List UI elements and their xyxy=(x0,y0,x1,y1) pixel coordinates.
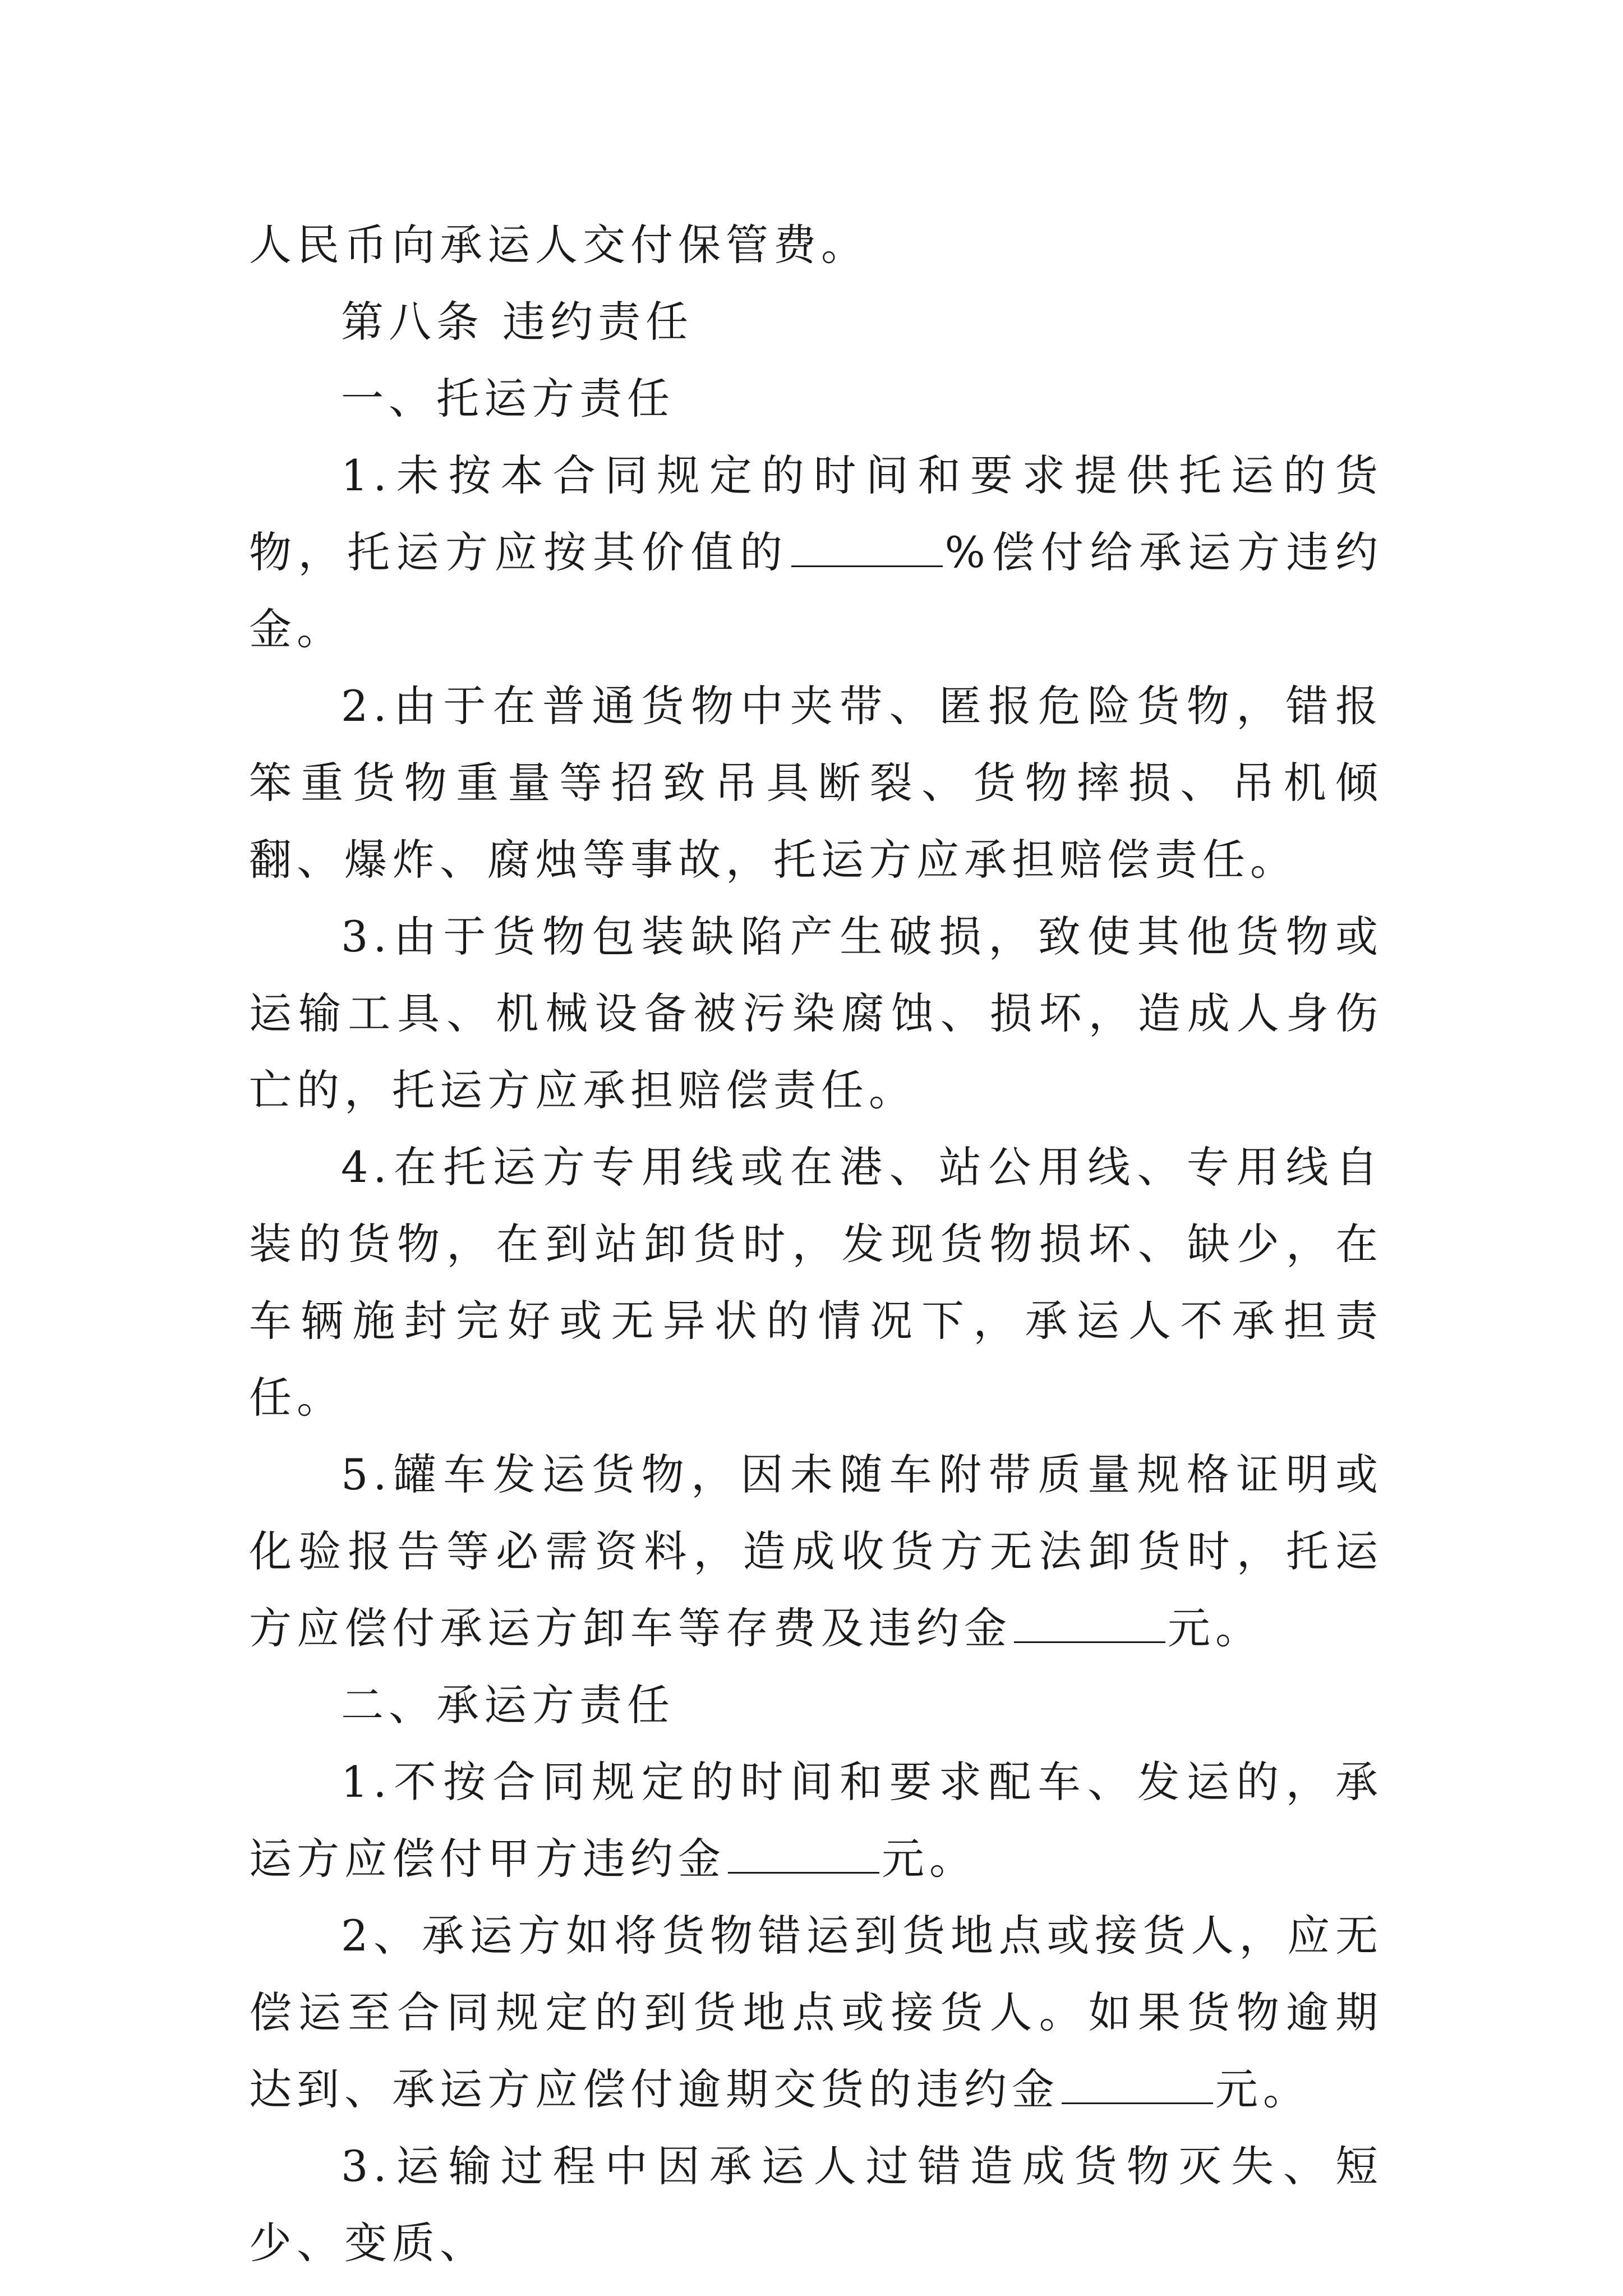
s2-item-1-text-a: 1.不按合同规定的时间和要求配车、发运的，承运方应偿付甲方违约金 xyxy=(249,1757,1383,1884)
s2-item-3-text: 3.运输过程中因承运人过错造成货物灭失、短少、变质、 xyxy=(249,2141,1383,2268)
fill-in-blank-amount[interactable] xyxy=(728,1838,879,1874)
article-title xyxy=(249,283,1383,360)
section-one-title-text: 一、托运方责任 xyxy=(341,374,675,424)
s1-item-5-text-b: 元。 xyxy=(1168,1603,1263,1653)
section-two-title-text: 二、承运方责任 xyxy=(341,1680,675,1730)
lead-line xyxy=(249,206,1383,283)
s1-item-1-text-b: %偿付给承运方违约金。 xyxy=(249,527,1384,654)
fill-in-blank-amount[interactable] xyxy=(1062,2069,1213,2104)
s2-item-2-text-b: 元。 xyxy=(1215,2064,1311,2114)
s1-item-4 xyxy=(249,1129,1383,1436)
lead-line-text: 人民币向承运人交付保管费。 xyxy=(249,220,869,270)
s2-item-2-text-a: 2、承运方如将货物错运到货地点或接货人，应无偿运至合同规定的到货地点或接货人。如果货物逾期达到、承运方应偿付逾期交货的违约金 xyxy=(249,1911,1383,2114)
s1-item-4-text: 4.在托运方专用线或在港、站公用线、专用线自装的货物，在到站卸货时，发现货物损坏、缺少，在车辆施封完好或无异状的情况下，承运人不承担责任。 xyxy=(249,1142,1383,1423)
s1-item-2 xyxy=(249,668,1383,898)
document-body xyxy=(249,206,1383,2281)
s1-item-2-text: 2.由于在普通货物中夹带、匿报危险货物，错报笨重货物重量等招致吊具断裂、货物摔损、吊机倾翻、爆炸、腐烛等事故，托运方应承担赔偿责任。 xyxy=(249,681,1383,885)
article-title-text: 第八条 违约责任 xyxy=(341,297,694,347)
section-one-title xyxy=(249,360,1383,437)
s2-item-1 xyxy=(249,1743,1383,1897)
s1-item-5-text-a: 5.罐车发运货物，因未随车附带质量规格证明或化验报告等必需资料，造成收货方无法卸货时，托运方应偿付承运方卸车等存费及违约金 xyxy=(249,1450,1383,1653)
s2-item-3 xyxy=(249,2128,1383,2281)
s2-item-1-text-b: 元。 xyxy=(882,1834,977,1884)
fill-in-blank-amount[interactable] xyxy=(1014,1608,1165,1643)
s2-item-2 xyxy=(249,1897,1383,2128)
s1-item-1-text-a: 1.未按本合同规定的时间和要求提供托运的货物，托运方应按其价值的 xyxy=(249,450,1383,577)
s1-item-3-text: 3.由于货物包装缺陷产生破损，致使其他货物或运输工具、机械设备被污染腐蚀、损坏，造成人身伤亡的，托运方应承担赔偿责任。 xyxy=(249,912,1383,1115)
s1-item-5 xyxy=(249,1436,1383,1667)
s1-item-1 xyxy=(249,437,1383,668)
section-two-title xyxy=(249,1667,1383,1743)
fill-in-blank-percent[interactable] xyxy=(791,532,943,567)
s1-item-3 xyxy=(249,898,1383,1129)
